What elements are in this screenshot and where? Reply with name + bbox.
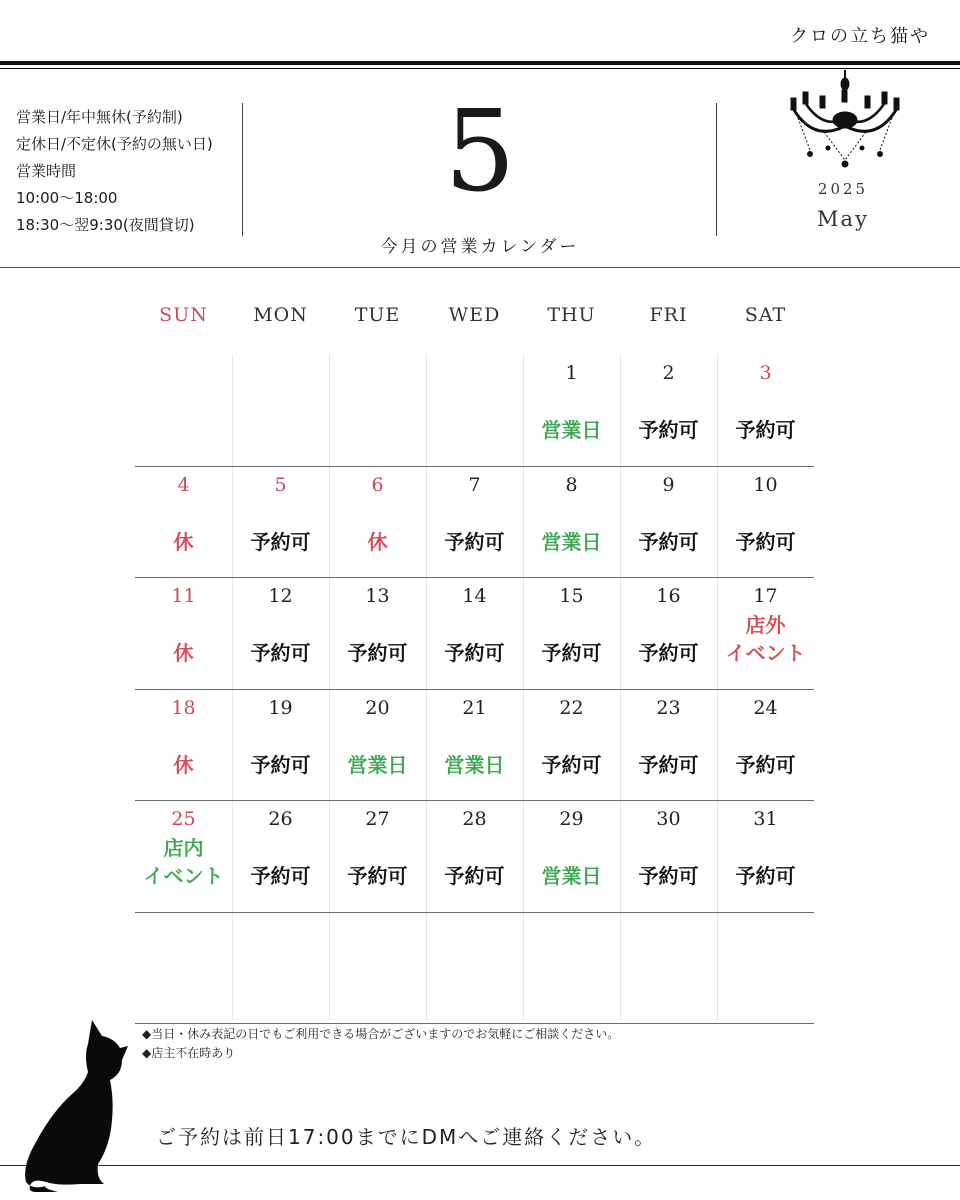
day-status: 予約可 [250,753,311,777]
column-separator [232,354,233,1020]
day-status-line2: イベント [143,864,224,888]
footer-rule [0,1165,960,1166]
calendar-day-cell [135,806,232,890]
day-status: 予約可 [735,530,796,554]
day-number: 9 [662,474,675,496]
day-status: 営業日 [444,753,505,777]
day-status: 予約可 [250,641,311,665]
calendar-day-cell [232,695,329,779]
calendar-day-cell [135,583,232,667]
day-number: 2 [662,362,675,384]
hours-line: 18:30〜翌9:30(夜間貸切) [16,216,195,234]
calendar-day-cell [426,583,523,667]
day-number: 3 [759,362,772,384]
calendar-day-cell [426,806,523,890]
calendar-day-cell [523,583,620,667]
day-number: 17 [753,585,778,607]
calendar-day-cell [717,806,814,890]
calendar-day-cell [232,806,329,890]
calendar-day-cell [135,695,232,779]
day-status: 店外 [745,613,786,637]
calendar-day-cell [329,695,426,779]
day-status: 予約可 [735,753,796,777]
month-name-label: May [817,207,869,231]
day-status: 予約可 [347,641,408,665]
calendar-day-cell [620,360,717,444]
row-separator [135,577,814,578]
hours-line: 10:00〜18:00 [16,189,118,207]
day-status: 予約可 [541,641,602,665]
day-status: 予約可 [250,530,311,554]
day-number: 4 [177,474,190,496]
day-status: 営業日 [541,530,602,554]
day-number: 28 [462,808,487,830]
day-number: 12 [268,585,293,607]
day-number: 15 [559,585,584,607]
calendar-day-cell [523,806,620,890]
day-status: 予約可 [735,864,796,888]
weekday-header-thu: THU [547,304,596,326]
day-status: 営業日 [541,864,602,888]
day-status: 休 [367,530,388,554]
day-number: 5 [274,474,287,496]
day-number: 14 [462,585,487,607]
hours-line: 営業時間 [16,162,77,180]
calendar-day-cell [620,472,717,556]
day-number: 24 [753,697,778,719]
row-separator [135,912,814,913]
day-number: 13 [365,585,390,607]
day-number: 29 [559,808,584,830]
chandelier-icon [784,70,906,170]
day-number: 31 [753,808,778,830]
calendar-day-cell [717,472,814,556]
day-number: 7 [468,474,481,496]
notes-block [142,1025,619,1063]
business-hours-block [16,104,213,239]
calendar-day-cell [620,695,717,779]
calendar-day-cell [329,583,426,667]
row-separator [135,1023,814,1024]
day-status: 休 [173,753,194,777]
column-separator [426,354,427,1020]
day-number: 18 [171,697,196,719]
day-number: 23 [656,697,681,719]
calendar-day-cell [717,583,814,667]
day-status: 予約可 [250,864,311,888]
day-status: 予約可 [541,753,602,777]
day-status-line2: イベント [725,641,806,665]
day-number: 26 [268,808,293,830]
calendar-day-cell [717,360,814,444]
column-separator [329,354,330,1020]
weekday-header-mon: MON [253,304,308,326]
cat-silhouette-icon [22,1016,130,1192]
day-status: 予約可 [638,753,699,777]
day-status: 予約可 [347,864,408,888]
shop-name: クロの立ち猫や [790,26,930,47]
calendar-day-cell [523,472,620,556]
day-status: 休 [173,641,194,665]
day-status: 予約可 [638,418,699,442]
hours-line: 営業日/年中無休(予約制) [16,108,183,126]
calendar-day-cell [717,695,814,779]
day-status: 休 [173,530,194,554]
day-status: 予約可 [444,530,505,554]
day-status: 予約可 [638,641,699,665]
weekday-header-tue: TUE [354,304,401,326]
day-number: 20 [365,697,390,719]
header-divider-left [242,103,243,236]
month-number: 5 [444,87,516,217]
column-separator [717,354,718,1020]
weekday-header-sun: SUN [159,304,208,326]
calendar-grid [135,304,814,1020]
day-status: 予約可 [444,864,505,888]
day-status: 営業日 [541,418,602,442]
calendar-day-cell [620,583,717,667]
calendar-day-cell [232,472,329,556]
day-number: 30 [656,808,681,830]
note-line: ◆当日・休み表記の日でもご利用できる場合がございますのでお気軽にご相談ください。 [142,1027,620,1041]
calendar-day-cell [426,695,523,779]
calendar-day-cell [232,583,329,667]
calendar-day-cell [620,806,717,890]
day-status: 予約可 [638,864,699,888]
row-separator [135,466,814,467]
row-separator [135,689,814,690]
row-separator [135,800,814,801]
day-number: 25 [171,808,196,830]
calendar-day-cell [523,360,620,444]
calendar-day-cell [329,472,426,556]
year-label: 2025 [817,180,869,198]
calendar-day-cell [135,472,232,556]
calendar-day-cell [329,806,426,890]
day-number: 1 [565,362,578,384]
day-number: 6 [371,474,384,496]
day-status: 営業日 [347,753,408,777]
day-status: 店内 [163,836,204,860]
note-line: ◆店主不在時あり [142,1046,236,1060]
day-status: 予約可 [735,418,796,442]
day-number: 11 [171,585,196,607]
day-number: 8 [565,474,578,496]
day-status: 予約可 [638,530,699,554]
header-rule-thin [0,68,960,69]
calendar-day-cell [426,472,523,556]
day-number: 27 [365,808,390,830]
header-divider-right [716,103,717,236]
weekday-header-fri: FRI [649,304,688,326]
day-number: 19 [268,697,293,719]
day-number: 16 [656,585,681,607]
reservation-note: ご予約は前日17:00までにDMへご連絡ください。 [156,1125,657,1149]
month-caption: 今月の営業カレンダー [380,237,580,257]
column-separator [523,354,524,1020]
day-number: 21 [462,697,487,719]
weekday-header-wed: WED [448,304,501,326]
day-number: 22 [559,697,584,719]
column-separator [620,354,621,1020]
weekday-header-sat: SAT [744,304,787,326]
hours-line: 定休日/不定休(予約の無い日) [16,135,213,153]
calendar-day-cell [523,695,620,779]
day-number: 10 [753,474,778,496]
day-status: 予約可 [444,641,505,665]
header-bottom-rule [0,267,960,268]
header-rule-thick [0,61,960,65]
